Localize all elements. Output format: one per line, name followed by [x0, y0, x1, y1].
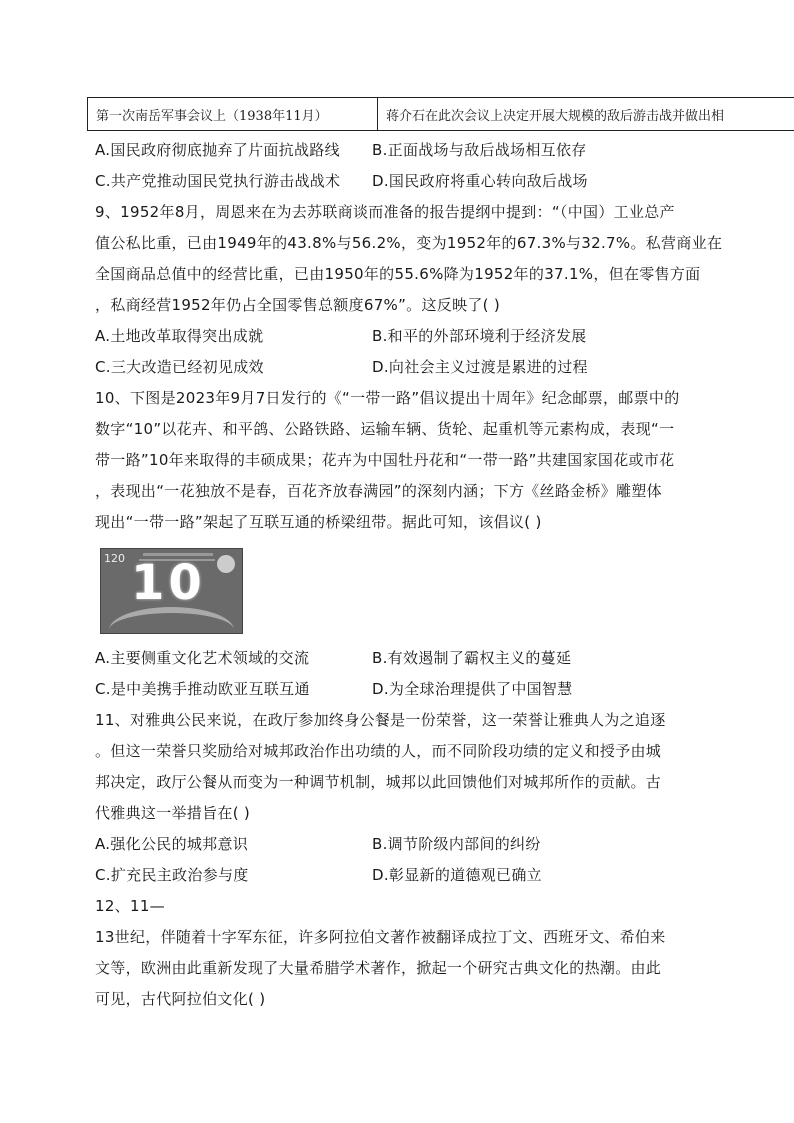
q11-stem-line: 。但这一荣誉只奖励给对城邦政治作出功绩的人，而不同阶段功绩的定义和授予由城: [95, 742, 662, 760]
stamp-value: 120: [104, 552, 125, 565]
q9-stem-line: ，私商经营1952年仍占全国零售总额度67%”。这反映了( ): [95, 296, 501, 314]
q8-option-c[interactable]: C.共产党推动国民党执行游击战战术: [95, 172, 341, 190]
q10-stem-line: 10、下图是2023年9月7日发行的《“一带一路”倡议提出十周年》纪念邮票，邮票中的: [95, 389, 680, 407]
q8-option-a[interactable]: A.国民政府彻底抛弃了片面抗战路线: [95, 141, 340, 159]
table-cell-event: 第一次南岳军事会议上（1938年11月）: [88, 98, 378, 131]
q11-stem-line: 代雅典这一举措旨在( ): [95, 804, 251, 822]
q10-stem-line: 现出“一带一路”架起了互联互通的桥梁纽带。据此可知，该倡议( ): [95, 513, 542, 531]
q10-option-d[interactable]: D.为全球治理提供了中国智慧: [372, 680, 573, 698]
q10-option-b[interactable]: B.有效遏制了霸权主义的蔓延: [372, 649, 572, 667]
q12-stem-line: 文等，欧洲由此重新发现了大量希腊学术著作，掀起一个研究古典文化的热潮。由此: [95, 959, 662, 977]
bridge-arc: [109, 607, 234, 634]
table-row: [88, 98, 794, 131]
q11-stem-line: 邦决定，政厅公餐从而变为一种调节机制，城邦以此回馈他们对城邦所作的贡献。古: [95, 773, 662, 791]
stamp-number: 10: [131, 555, 206, 611]
q10-stem-line: 带一路”10年来取得的丰硕成果；花卉为中国牡丹花和“一带一路”共建国家国花或市花: [95, 451, 675, 469]
q12-stem-line: 可见，古代阿拉伯文化( ): [95, 990, 266, 1008]
q12-stem-line: 13世纪，伴随着十字军东征，许多阿拉伯文著作被翻译成拉丁文、西班牙文、希伯来: [95, 928, 666, 946]
q10-option-c[interactable]: C.是中美携手推动欧亚互联互通: [95, 680, 310, 698]
q11-option-d[interactable]: D.彰显新的道德观已确立: [372, 866, 542, 884]
q10-option-a[interactable]: A.主要侧重文化艺术领域的交流: [95, 649, 310, 667]
historical-events-table: [87, 97, 794, 131]
q9-stem-line: 9、1952年8月，周恩来在为去苏联商谈而准备的报告提纲中提到：“（中国）工业总产: [95, 203, 675, 221]
q8-option-d[interactable]: D.国民政府将重心转向敌后战场: [372, 172, 588, 190]
q9-stem-line: 全国商品总值中的经营比重，已由1950年的55.6%降为1952年的37.1%，但在零售方面: [95, 265, 701, 283]
q10-stem-line: 数字“10”以花卉、和平鸽、公路铁路、运输车辆、货轮、起重机等元素构成，表现“一: [95, 420, 675, 438]
q9-option-a[interactable]: A.土地改革取得突出成就: [95, 327, 264, 345]
q9-option-b[interactable]: B.和平的外部环境利于经济发展: [372, 327, 587, 345]
q11-option-c[interactable]: C.扩充民主政治参与度: [95, 866, 249, 884]
q9-stem-line: 值公私比重，已由1949年的43.8%与56.2%，变为1952年的67.3%与32.7%。私营商业在: [95, 234, 723, 252]
globe-icon: [217, 555, 235, 573]
q12-stem-line: 12、11—: [95, 897, 165, 915]
commemorative-stamp-image: [100, 548, 243, 634]
q11-option-b[interactable]: B.调节阶级内部间的纠纷: [372, 835, 541, 853]
q9-option-d[interactable]: D.向社会主义过渡是累进的过程: [372, 358, 588, 376]
q11-option-a[interactable]: A.强化公民的城邦意识: [95, 835, 249, 853]
q8-option-b[interactable]: B.正面战场与敌后战场相互依存: [372, 141, 587, 159]
q11-stem-line: 11、对雅典公民来说，在政厅参加终身公餐是一份荣誉，这一荣誉让雅典人为之追逐: [95, 711, 666, 729]
q9-option-c[interactable]: C.三大改造已经初见成效: [95, 358, 264, 376]
table-cell-description: 蒋介石在此次会议上决定开展大规模的敌后游击战并做出相: [378, 98, 794, 131]
q10-stem-line: ，表现出“一花独放不是春，百花齐放春满园”的深刻内涵；下方《丝路金桥》雕塑体: [95, 482, 662, 500]
